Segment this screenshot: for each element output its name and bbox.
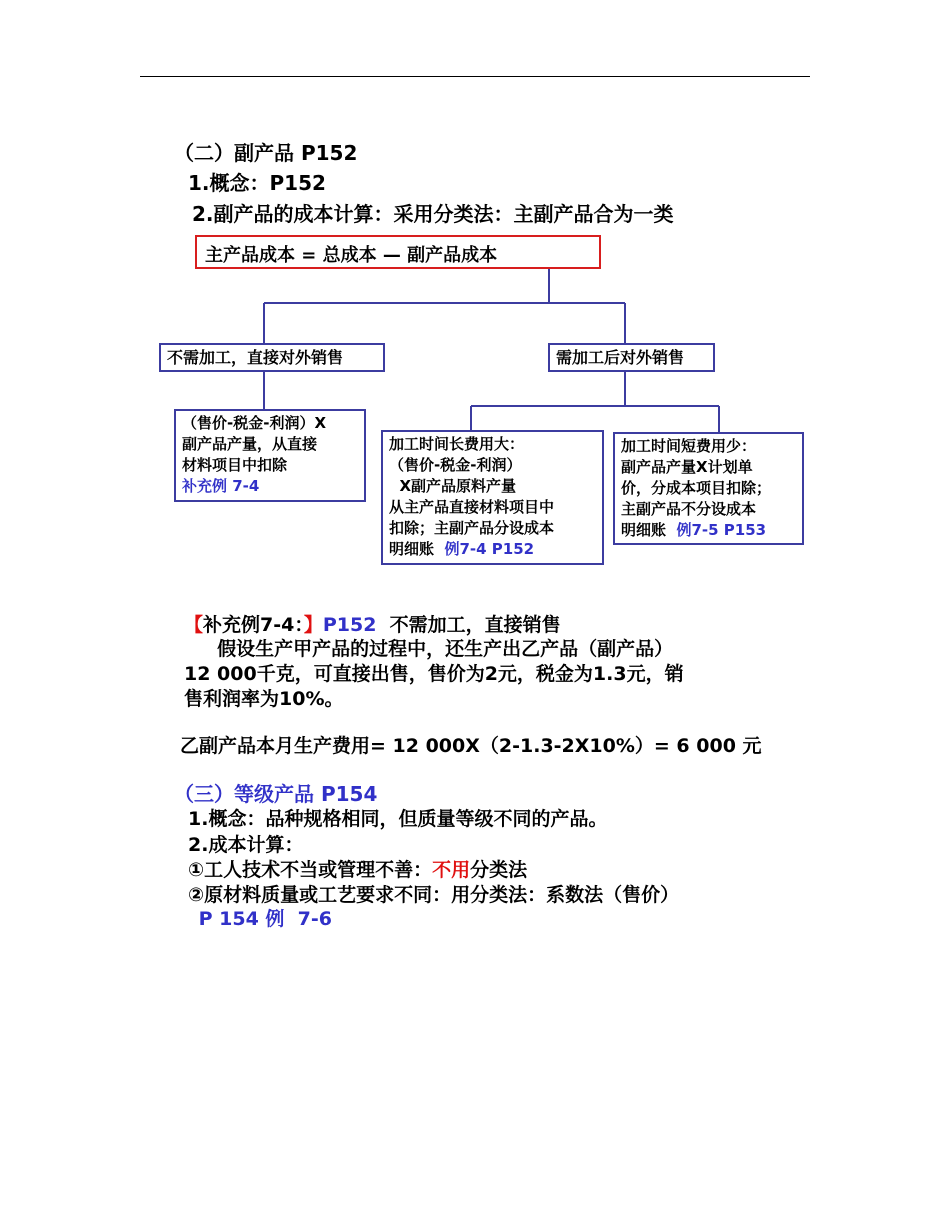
section3-item-1-suffix: 分类法 <box>470 859 528 881</box>
leaf-box-short-processing <box>613 432 804 545</box>
example-tail: 不需加工，直接销售 <box>376 614 561 636</box>
leaf-mid-line-1: 加工时间长费用大： <box>389 435 525 453</box>
branch-no-processing <box>159 343 385 372</box>
section3-item-2: ②原材料质量或工艺要求不同：用分类法：系数法（售价） <box>188 884 680 906</box>
formula-text: 主产品成本 = 总成本 — 副产品成本 <box>205 245 498 266</box>
section3-cost-calc: 2.成本计算： <box>188 834 304 856</box>
section3-concept: 1.概念：品种规格相同，但质量等级不同的产品。 <box>188 808 608 830</box>
leaf-right-line-2: 副产品产量X计划单 <box>621 458 753 476</box>
section3-title: （三）等级产品 P154 <box>174 782 378 806</box>
leaf-left-line-3: 材料项目中扣除 <box>182 456 288 474</box>
example-paragraph-line-2: 12 000千克，可直接出售，售价为2元，税金为1.3元，销 <box>184 663 684 685</box>
example-label: 补充例7-4： <box>203 614 304 636</box>
leaf-left-line-2: 副产品产量，从直接 <box>182 435 318 453</box>
leaf-mid-ref: 例7-4 P152 <box>444 540 535 558</box>
section2-cost-calc: 2.副产品的成本计算：采用分类法：主副产品合为一类 <box>192 202 674 226</box>
leaf-mid-line-3: X副产品原料产量 <box>389 477 517 495</box>
section2-title: （二）副产品 P152 <box>174 141 358 165</box>
leaf-mid-line-5: 扣除；主副产品分设成本 <box>389 519 555 537</box>
leaf-box-direct-sale <box>174 409 366 502</box>
leaf-mid-line-4: 从主产品直接材料项目中 <box>389 498 555 516</box>
leaf-mid-last-text: 明细账 <box>389 540 445 558</box>
section3-item-1 <box>188 857 527 883</box>
example-page-ref: P152 <box>322 614 377 636</box>
leaf-right-line-4: 主副产品不分设成本 <box>621 500 757 518</box>
example-bracket-close: 】 <box>303 614 323 636</box>
leaf-left-line-1: （售价-税金-利润）X <box>182 414 327 432</box>
section2-concept: 1.概念：P152 <box>188 171 326 195</box>
branch-needs-processing <box>548 343 715 372</box>
example-paragraph-line-1: 假设生产甲产品的过程中，还生产出乙产品（副产品） <box>184 638 674 660</box>
leaf-box-long-processing <box>381 430 604 565</box>
example-paragraph-line-3: 售利润率为10%。 <box>184 688 344 710</box>
branch-needs-processing-label: 需加工后对外销售 <box>556 348 685 367</box>
example-calculation: 乙副产品本月生产费用= 12 000X（2-1.3-2X10%）= 6 000 元 <box>180 735 762 757</box>
leaf-right-line-1: 加工时间短费用少： <box>621 437 757 455</box>
leaf-right-line-3: 价，分成本项目扣除； <box>621 479 772 497</box>
leaf-right-ref: 例7-5 P153 <box>676 521 767 539</box>
branch-no-processing-label: 不需加工，直接对外销售 <box>167 348 344 367</box>
example-bracket-open: 【 <box>184 614 204 636</box>
leaf-left-ref: 补充例 7-4 <box>182 477 260 495</box>
example-heading <box>184 612 561 638</box>
leaf-right-last-text: 明细账 <box>621 521 677 539</box>
leaf-right-line-5 <box>621 520 796 541</box>
section3-item-1-emphasis: 不用 <box>432 859 471 881</box>
leaf-mid-line-2: （售价-税金-利润） <box>389 456 522 474</box>
leaf-mid-line-6 <box>389 539 596 560</box>
section3-item-1-prefix: ①工人技术不当或管理不善： <box>188 859 433 881</box>
section3-ref: P 154 例 7-6 <box>192 908 332 930</box>
